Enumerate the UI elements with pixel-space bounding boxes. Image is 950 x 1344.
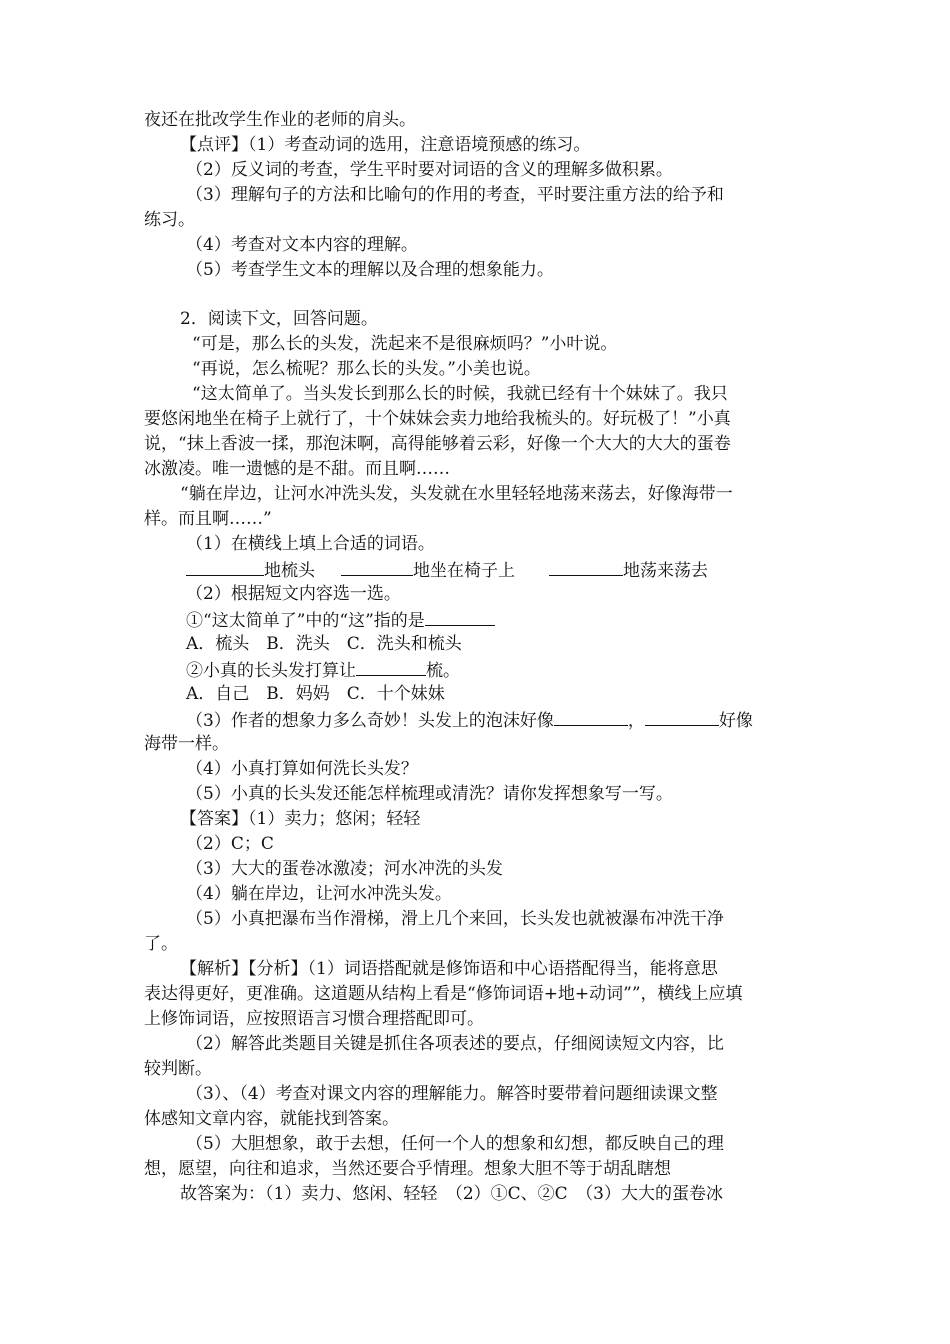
answer-blank — [356, 657, 426, 676]
choice-options: A．梳头 B．洗头 C．洗头和梳头 — [186, 634, 462, 654]
passage-line: 冰激凌。唯一遗憾的是不甜。而且啊…… — [144, 459, 450, 479]
passage-line: “可是，那么长的头发，洗起来不是很麻烦吗？”小叶说。 — [192, 334, 618, 354]
answer-blank — [549, 557, 623, 576]
analysis-line: （2）解答此类题目关键是抓住各项表述的要点，仔细阅读短文内容，比 — [186, 1034, 724, 1054]
blank-suffix: 地坐在椅子上 — [413, 561, 515, 581]
blank-suffix: 地梳头 — [264, 561, 315, 581]
fill-in-line — [144, 557, 810, 582]
answer-blank — [554, 707, 628, 726]
sub-question: （4）小真打算如何洗长头发？ — [186, 759, 418, 779]
comment-heading: 【点评】（1）考查动词的选用，注意语境预感的练习。 — [180, 135, 591, 155]
text-line: （4）考查对文本内容的理解。 — [186, 235, 418, 255]
text-line: 夜还在批改学生作业的老师的肩头。 — [144, 110, 416, 130]
choice-prompt: ①“这太简单了”中的“这”指的是 — [186, 611, 425, 631]
analysis-heading: 【解析】【分析】（1）词语搭配就是修饰语和中心语搭配得当，能将意思 — [180, 959, 718, 979]
passage-line: “这太简单了。当头发长到那么长的时候，我就已经有十个妹妹了。我只 — [192, 384, 728, 404]
answer-blank — [645, 707, 719, 726]
passage-line: “再说，怎么梳呢？那么长的头发。”小美也说。 — [192, 359, 541, 379]
text-line: （2）反义词的考查，学生平时要对词语的含义的理解多做积累。 — [186, 160, 673, 180]
choice-prompt: ②小真的长头发打算让 — [186, 661, 356, 681]
analysis-line: 较判断。 — [144, 1059, 212, 1079]
answer-line: （3）大大的蛋卷冰激凌；河水冲洗的头发 — [186, 859, 503, 879]
answer-line: 了。 — [144, 934, 178, 954]
analysis-line: （3）、（4）考查对课文内容的理解能力。解答时要带着问题细读课文整 — [186, 1084, 718, 1104]
answer-heading: 【答案】（1）卖力；悠闲；轻轻 — [180, 809, 421, 829]
choice-options: A．自己 B．妈妈 C．十个妹妹 — [186, 684, 445, 704]
answer-blank — [425, 607, 495, 626]
sub-question: （1）在横线上填上合适的词语。 — [186, 534, 435, 554]
question-text: 好像 — [718, 711, 753, 731]
passage-line: 说，“抹上香波一揉，那泡沫啊，高得能够着云彩，好像一个大大的大大的蛋卷 — [144, 434, 731, 454]
answer-line: （2）C；C — [186, 834, 274, 854]
answer-blank — [186, 557, 264, 576]
text-line: 海带一样。 — [144, 734, 229, 754]
text-line: （5）考查学生文本的理解以及合理的想象能力。 — [186, 260, 554, 280]
passage-line: “躺在岸边，让河水冲洗头发，头发就在水里轻轻地荡来荡去，好像海带一 — [180, 484, 733, 504]
comma: ， — [627, 711, 645, 731]
analysis-line: 体感知文章内容，就能找到答案。 — [144, 1109, 399, 1129]
answer-blank — [341, 557, 413, 576]
text-line: 练习。 — [144, 210, 195, 230]
analysis-line: （5）大胆想象，敢于去想，任何一个人的想象和幻想，都反映自己的理 — [186, 1134, 724, 1154]
sub-question: （5）小真的长头发还能怎样梳理或清洗？请你发挥想象写一写。 — [186, 784, 673, 804]
sub-question: （2）根据短文内容选一选。 — [186, 584, 401, 604]
choice-question — [144, 607, 810, 632]
analysis-line: 上修饰词语，应按照语言习惯合理搭配即可。 — [144, 1009, 484, 1029]
choice-question — [144, 657, 810, 682]
passage-line: 要悠闲地坐在椅子上就行了，十个妹妹会卖力地给我梳头的。好玩极了！”小真 — [144, 409, 731, 429]
answer-line: （4）躺在岸边，让河水冲洗头发。 — [186, 884, 452, 904]
blank-suffix: 地荡来荡去 — [623, 561, 708, 581]
final-answer-line: 故答案为：（1）卖力、悠闲、轻轻 （2）①C、②C （3）大大的蛋卷冰 — [180, 1184, 723, 1204]
choice-suffix: 梳。 — [426, 661, 460, 681]
analysis-line: 想，愿望，向往和追求，当然还要合乎情理。想象大胆不等于胡乱瞎想 — [144, 1159, 671, 1179]
question-text: （3）作者的想象力多么奇妙！头发上的泡沫好像 — [186, 711, 554, 731]
analysis-line: 表达得更好，更准确。这道题从结构上看是“修饰词语+地+动词””，横线上应填 — [144, 984, 743, 1004]
document-page — [144, 108, 810, 1207]
text-line: （3）理解句子的方法和比喻句的作用的考查，平时要注重方法的给予和 — [186, 185, 724, 205]
sub-question — [144, 707, 810, 732]
passage-line: 样。而且啊……” — [144, 509, 272, 529]
question-title: 2．阅读下文，回答问题。 — [180, 309, 378, 329]
answer-line: （5）小真把瀑布当作滑梯，滑上几个来回，长头发也就被瀑布冲洗干净 — [186, 909, 724, 929]
